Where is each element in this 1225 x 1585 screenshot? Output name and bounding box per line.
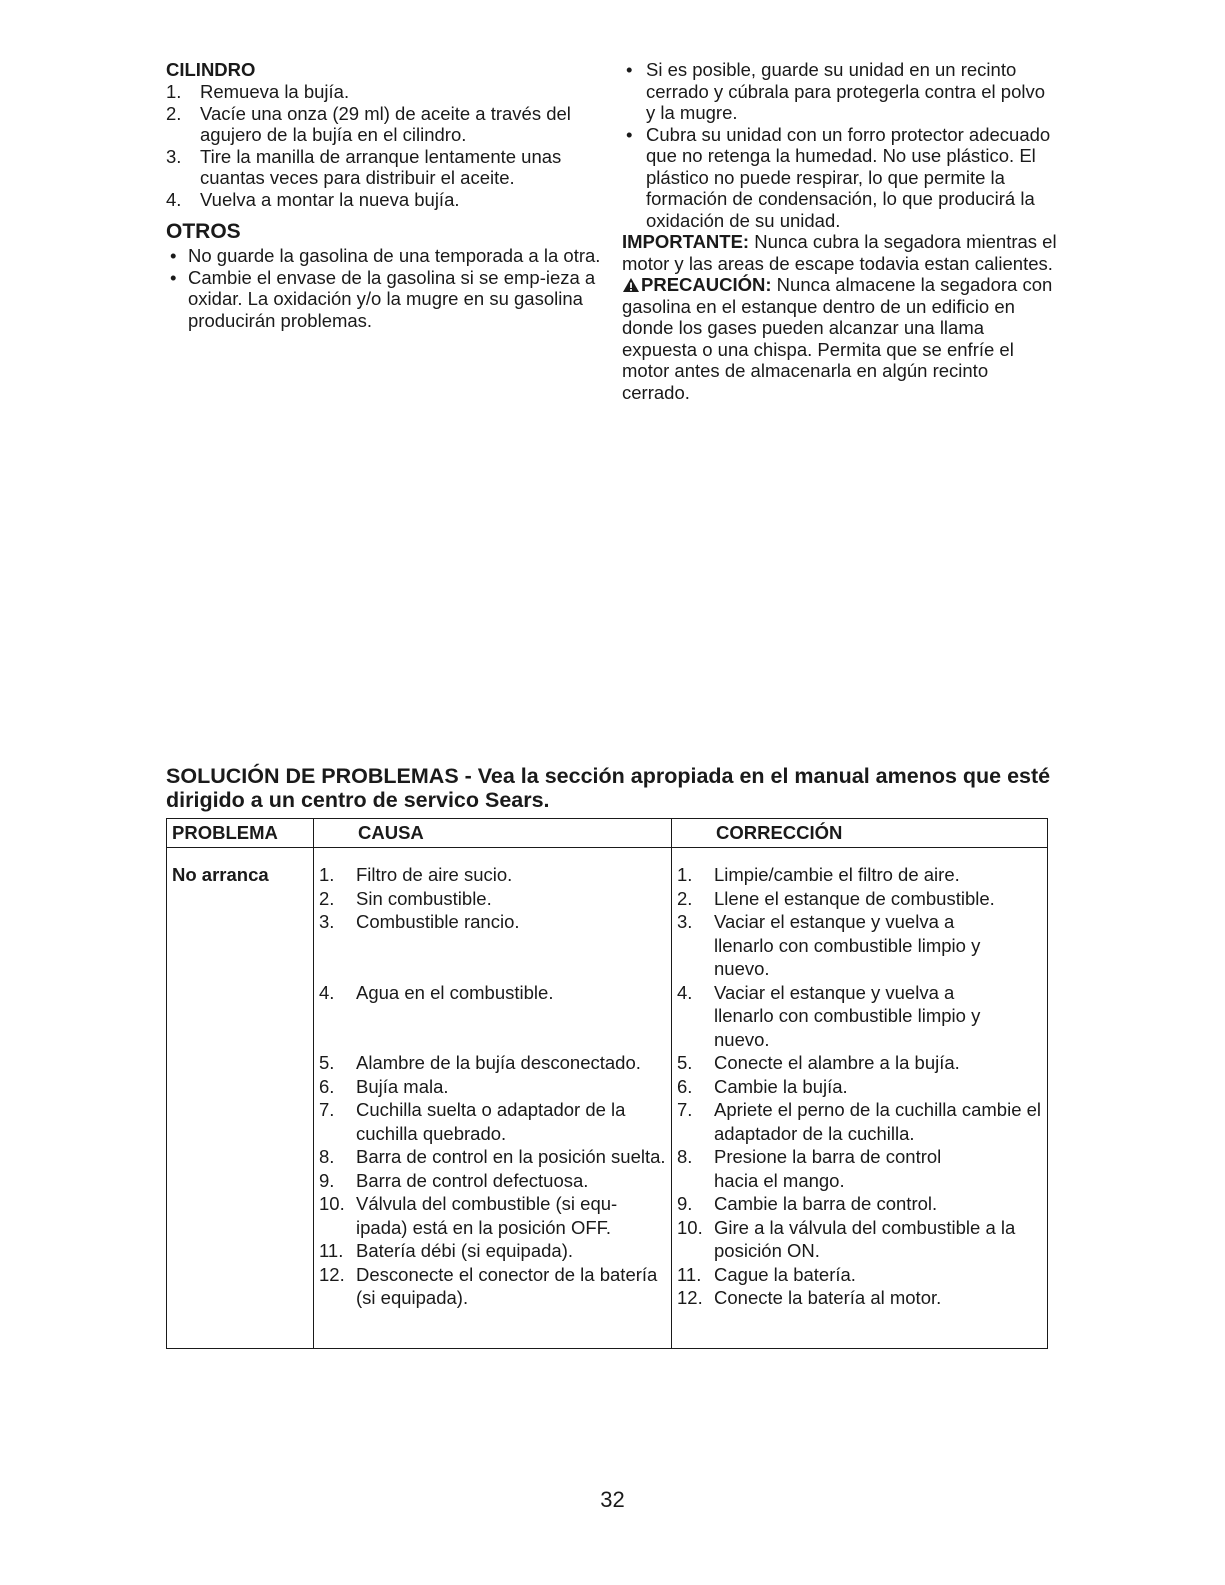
- list-item: • Cubra su unidad con un forro protector adecuado que no retenga la humedad. No use plástico. El plástico no puede respirar, lo que permite la formación de condensación, lo que producirá la oxidación de su unidad.: [622, 124, 1058, 232]
- list-item: 10. Gire a la válvula del combustible a la posición ON.: [677, 1216, 1016, 1261]
- precaucion-text: Nunca almacene la segadora con gasolina en el estanque dentro de un edificio en donde los gases pueden alcanzar una llama expuesta o una chispa. Permita que se enfríe el motor antes de almacenarla en algún recinto cerrado.: [622, 274, 1053, 403]
- left-column: [166, 59, 606, 331]
- list-item: 2. Llene el estanque de combustible.: [677, 887, 995, 909]
- causes-cell: [314, 848, 672, 1349]
- list-item: 6. Cambie la bujía.: [677, 1075, 848, 1097]
- list-item: 2. Sin combustible.: [319, 887, 492, 909]
- right-column: [622, 59, 1058, 403]
- list-item: 1. Limpie/cambie el filtro de aire.: [677, 864, 960, 885]
- list-item: 9. Cambie la barra de control.: [677, 1193, 938, 1214]
- troubleshooting-table: [166, 818, 1048, 1349]
- warning-icon: [622, 277, 640, 293]
- causes-list: [319, 863, 666, 1310]
- importante-note: [622, 231, 1058, 274]
- importante-label: IMPORTANTE:: [622, 231, 750, 252]
- otros-list: [166, 245, 606, 331]
- header-correccion: CORRECCIÓN: [672, 819, 1048, 848]
- list-item: 11. Batería débi (si equipada).: [319, 1240, 573, 1261]
- list-item: 11. Cague la batería.: [677, 1263, 856, 1285]
- list-item: 4. Agua en el combustible.: [319, 981, 554, 1003]
- problem-label: No arranca: [172, 864, 269, 885]
- list-item: 6. Bujía mala.: [319, 1075, 449, 1097]
- list-item: 10. Válvula del combustible (si equ-ipada) está en la posición OFF.: [319, 1193, 618, 1238]
- precaucion-label: PRECAUCIÓN:: [641, 274, 772, 295]
- cilindro-steps: [166, 81, 606, 210]
- corrections-list: [677, 863, 1042, 1310]
- precaucion-note: [622, 274, 1058, 403]
- list-item: 4. Vaciar el estanque y vuelva a llenarlo con combustible limpio y nuevo.: [677, 981, 981, 1050]
- list-item: • No guarde la gasolina de una temporada a la otra.: [166, 245, 606, 267]
- list-item: 8. Barra de control en la posición suelta.: [319, 1146, 666, 1167]
- list-item: 7. Cuchilla suelta o adaptador de la cuchilla quebrado.: [319, 1099, 626, 1144]
- corrections-cell: [672, 848, 1048, 1349]
- table-row: [167, 848, 1048, 1349]
- list-item: 3. Combustible rancio.: [319, 911, 520, 932]
- otros-heading: OTROS: [166, 220, 241, 243]
- list-item: 1. Filtro de aire sucio.: [319, 864, 513, 885]
- page-number: 32: [600, 1487, 625, 1512]
- list-item: 3. Vaciar el estanque y vuelva a llenarlo con combustible limpio y nuevo.: [677, 911, 981, 979]
- list-item: 12. Desconecte el conector de la batería (si equipada).: [319, 1263, 658, 1308]
- list-item: • Cambie el envase de la gasolina si se emp-ieza a oxidar. La oxidación y/o la mugre en su gasolina producirán problemas.: [166, 267, 606, 332]
- cilindro-heading: CILINDRO: [166, 59, 256, 80]
- list-item: 1. Remueva la bujía.: [166, 81, 350, 102]
- header-causa: CAUSA: [314, 819, 672, 848]
- header-problema: PROBLEMA: [167, 819, 314, 848]
- list-item: 7. Apriete el perno de la cuchilla cambie el adaptador de la cuchilla.: [677, 1099, 1042, 1144]
- list-item: 4. Vuelva a montar la nueva bujía.: [166, 188, 460, 210]
- list-item: 8. Presione la barra de control hacia el mango.: [677, 1146, 942, 1191]
- storage-tips-list: [622, 59, 1058, 231]
- troubleshooting-title: SOLUCIÓN DE PROBLEMAS - Vea la sección apropiada en el manual amenos que esté dirigido a un centro de servico Sears.: [166, 764, 1051, 812]
- list-item: 5. Conecte el alambre a la bujía.: [677, 1052, 960, 1073]
- table-header-row: [167, 819, 1048, 848]
- list-item: • Si es posible, guarde su unidad en un recinto cerrado y cúbrala para protegerla contra el polvo y la mugre.: [622, 59, 1058, 124]
- list-item: 5. Alambre de la bujía desconectado.: [319, 1052, 641, 1073]
- problem-cell: [167, 848, 314, 1349]
- importante-text: Nunca cubra la segadora mientras el motor y las areas de escape todavia estan calientes.: [622, 231, 1057, 274]
- list-item: 9. Barra de control defectuosa.: [319, 1169, 589, 1191]
- list-item: 12. Conecte la batería al motor.: [677, 1287, 942, 1308]
- list-item: 3. Tire la manilla de arranque lentamente unas cuantas veces para distribuir el aceite.: [166, 145, 562, 188]
- list-item: 2. Vacíe una onza (29 ml) de aceite a través del agujero de la bujía en el cilindro.: [166, 102, 571, 145]
